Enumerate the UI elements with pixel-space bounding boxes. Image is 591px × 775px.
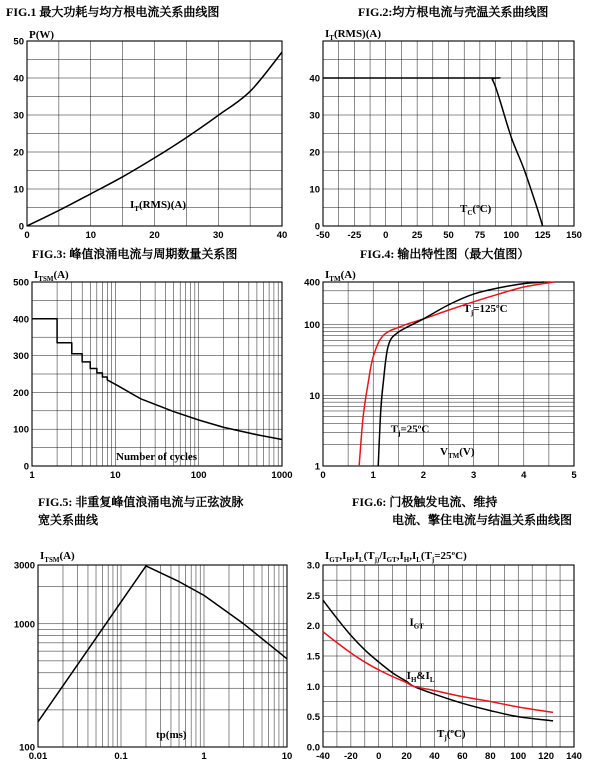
y-tick-label: 300 (13, 351, 29, 363)
series-line-1 (323, 600, 553, 721)
x-tick-label: 50 (443, 230, 454, 241)
x-axis-label: $I_T(RMS)(A)$ (130, 199, 186, 213)
x-axis-label: $T_C(ºC)$ (460, 203, 492, 217)
x-tick-label: 1 (29, 470, 35, 481)
annotation-1: $T_j=125ºC$ (463, 303, 508, 318)
x-tick-label: 10 (281, 751, 293, 762)
chart-title: FIG.6: 门极触发电流、维持电流、擎住电流与结温关系曲线图 (352, 495, 573, 527)
grid (32, 282, 282, 466)
y-tick-label: 1.0 (306, 681, 320, 693)
y-tick-label: 10 (309, 184, 320, 196)
x-tick-label: 25 (411, 230, 423, 241)
chart-6 (307, 494, 582, 762)
x-tick-label: 4 (521, 470, 527, 481)
annotation-2: $I_H\&I_L$ (406, 670, 435, 685)
y-tick-label: 0 (18, 221, 24, 233)
y-tick-label: 30 (13, 110, 24, 122)
y-axis-label: $I_{TM}(A)$ (325, 269, 356, 283)
chart-title: FIG.1 最大功耗与均方根电流关系曲线图 (6, 5, 220, 19)
x-tick-label: 100 (190, 470, 207, 481)
y-tick-label: 1.5 (306, 651, 320, 663)
y-tick-label: 2.0 (306, 621, 320, 633)
y-tick-label: 400 (13, 314, 29, 326)
x-axis-label: tp(ms) (156, 729, 187, 741)
y-tick-label: 20 (309, 147, 320, 159)
x-tick-label: 1 (370, 470, 376, 481)
y-tick-label: 2.5 (306, 590, 320, 602)
y-axis-label: $I_{TSM}(A)$ (40, 550, 75, 564)
chart-title: FIG.2:均方根电流与壳温关系曲线图 (358, 5, 549, 19)
y-tick-label: 10 (309, 390, 320, 402)
y-tick-label: 50 (13, 36, 24, 48)
y-tick-label: 100 (13, 424, 29, 436)
y-tick-label: 0.5 (306, 712, 320, 724)
x-tick-label: -50 (316, 230, 330, 241)
x-tick-label: 150 (566, 230, 582, 241)
plot-frame (38, 565, 287, 747)
x-axis-label: $T_j(ºC)$ (437, 728, 466, 742)
x-tick-label: 10 (85, 230, 97, 241)
x-tick-label: 30 (212, 230, 224, 241)
grid (38, 565, 287, 747)
x-tick-label: 60 (457, 751, 468, 762)
x-tick-label: 75 (474, 230, 486, 241)
y-tick-label: 30 (309, 110, 320, 122)
chart-title: FIG.5: 非重复峰值浪涌电流与正弦波脉宽关系曲线 (38, 495, 244, 527)
x-tick-label: 20 (401, 751, 412, 762)
x-axis-label: Number of cycles (116, 451, 198, 463)
x-tick-label: 0 (24, 230, 30, 241)
x-tick-label: 1000 (271, 470, 293, 481)
y-tick-label: 400 (304, 277, 320, 289)
chart-2 (309, 4, 582, 241)
chart-3 (13, 246, 292, 481)
x-tick-label: 3 (470, 470, 477, 481)
grid (323, 41, 574, 226)
x-tick-label: 80 (485, 751, 496, 762)
x-tick-label: 0.1 (114, 751, 128, 762)
x-tick-label: 0 (383, 230, 389, 241)
x-tick-label: 125 (534, 230, 551, 241)
y-tick-label: 500 (13, 277, 29, 289)
y-tick-label: 40 (13, 73, 24, 85)
x-tick-label: 20 (149, 230, 160, 241)
x-tick-label: 2 (420, 470, 427, 481)
x-tick-label: -25 (347, 230, 362, 241)
x-tick-label: 5 (571, 470, 577, 481)
x-tick-label: 100 (503, 230, 520, 241)
y-tick-label: 1000 (13, 619, 35, 631)
x-axis-label: $V_{TM}(V)$ (440, 446, 475, 460)
annotation-1: $I_{GT}$ (409, 616, 424, 631)
y-tick-label: 1 (314, 461, 320, 473)
series-line-1 (38, 566, 287, 722)
y-axis-label: $I_{GT},I_H,I_L(T_{j)}/I_{GT},I_H,I_L(T_j=25ºC)$ (325, 550, 467, 564)
y-tick-label: 40 (309, 73, 320, 85)
x-tick-label: 0.01 (28, 751, 48, 762)
y-tick-label: 100 (19, 742, 35, 754)
y-tick-label: 3000 (13, 560, 35, 572)
y-tick-label: 100 (304, 320, 320, 332)
series-line-2 (323, 632, 553, 713)
chart-title: FIG.3: 峰值浪涌电流与周期数量关系图 (32, 247, 238, 261)
chart-5 (14, 494, 292, 762)
y-tick-label: 20 (13, 147, 24, 159)
x-tick-label: -20 (344, 751, 358, 762)
y-axis-label: $I_{TSM}(A)$ (34, 269, 69, 283)
x-tick-label: 120 (538, 751, 555, 762)
chart-title: FIG.4: 输出特性图（最大值图） (360, 247, 530, 261)
y-axis-label: $I_T(RMS)(A)$ (325, 28, 381, 42)
x-tick-label: 0 (376, 751, 382, 762)
series-line-1 (32, 319, 282, 440)
chart-1 (6, 4, 287, 241)
x-tick-label: -40 (316, 751, 330, 762)
y-tick-label: 10 (13, 184, 24, 196)
x-tick-label: 1 (201, 751, 207, 762)
annotation-2: $T_j=25ºC$ (390, 423, 430, 438)
y-tick-label: 200 (13, 387, 29, 399)
x-tick-label: 100 (510, 751, 527, 762)
x-tick-label: 10 (110, 470, 121, 481)
x-tick-label: 0 (320, 470, 326, 481)
x-tick-label: 40 (429, 751, 440, 762)
chart-4 (304, 246, 577, 481)
y-tick-label: 0 (23, 461, 29, 473)
y-tick-label: 3.0 (306, 560, 320, 572)
x-tick-label: 40 (276, 230, 288, 241)
y-tick-label: 0.0 (306, 742, 320, 754)
x-tick-label: 140 (566, 751, 582, 762)
y-tick-label: 0 (314, 221, 320, 233)
y-axis-label: P(W) (29, 29, 55, 41)
